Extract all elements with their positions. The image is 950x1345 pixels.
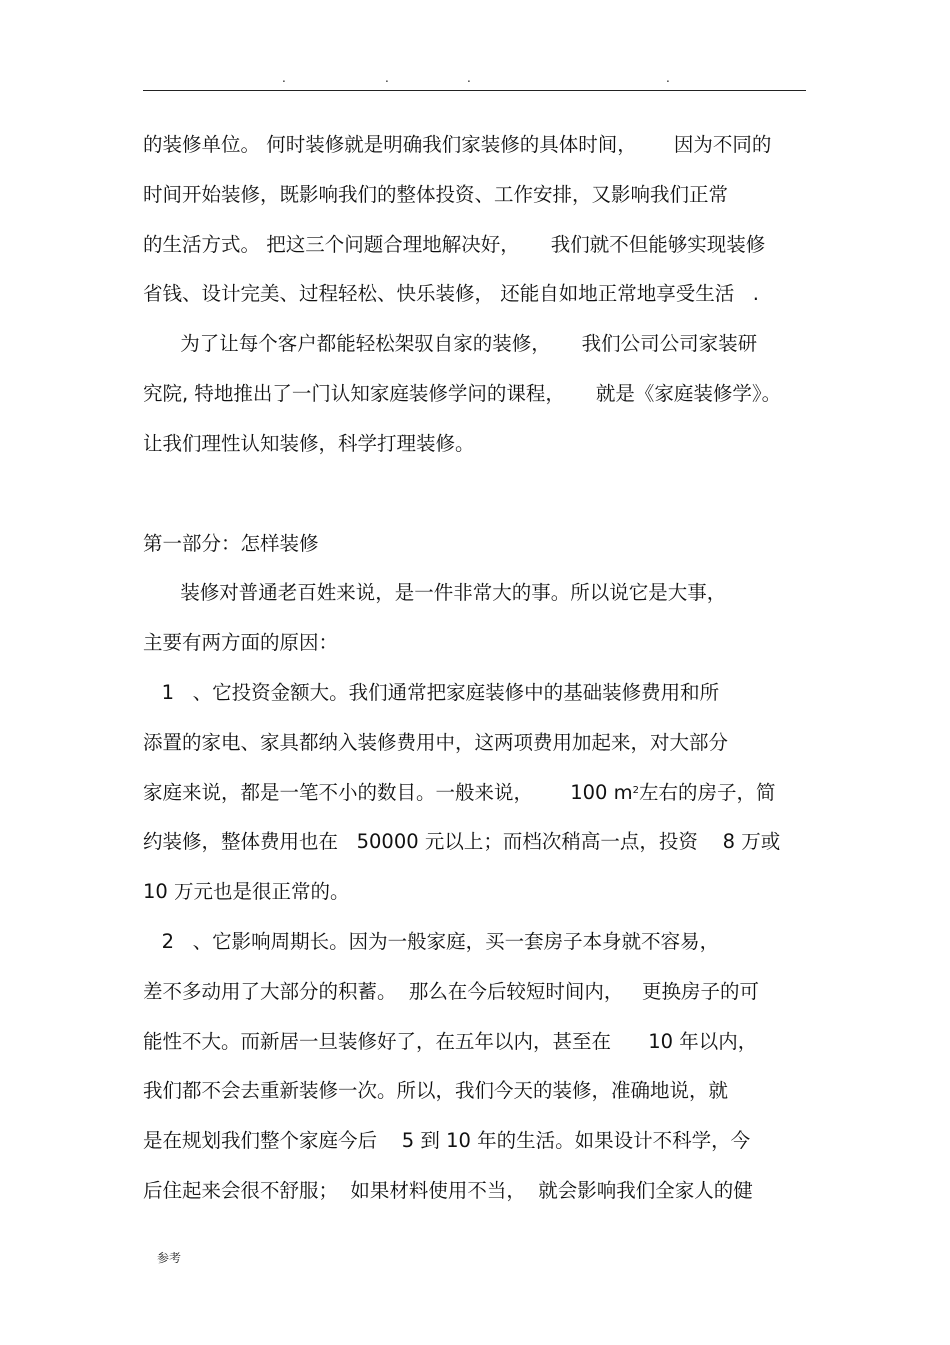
page-header-dots (143, 70, 806, 86)
text-line: 主要有两方面的原因： (143, 631, 339, 655)
text-line: 的生活方式。 把这三个问题合理地解决好， 我们就不但能够实现装修 (143, 232, 766, 256)
text-segment: 左右的房子，简 (639, 780, 776, 804)
text-line: 1 、它投资金额大。我们通常把家庭装修中的基础装修费用和所 (143, 680, 720, 704)
paragraph-1 (143, 120, 808, 319)
area-unit-superscript: 2 (632, 784, 639, 796)
text-line: 究院, 特地推出了一门认知家庭装修学问的课程， 就是《家庭装修学》。 (143, 381, 782, 405)
header-dot: . (385, 71, 389, 85)
text-line-with-area-unit (143, 768, 808, 818)
header-dot: . (666, 71, 670, 85)
header-rule (143, 90, 806, 91)
text-line: 后住起来会很不舒服； 如果材料使用不当， 就会影响我们全家人的健 (143, 1178, 753, 1202)
paragraph-3 (143, 568, 808, 668)
text-line: 约装修，整体费用也在 50000 元以上；而档次稍高一点，投资 8 万或 (143, 830, 781, 854)
text-line: 添置的家电、家具都纳入装修费用中，这两项费用加起来，对大部分 (143, 730, 729, 754)
text-line: 我们都不会去重新装修一次。所以，我们今天的装修，准确地说，就 (143, 1079, 729, 1103)
text-line: 省钱、设计完美、过程轻松、快乐装修， 还能自如地正常地享受生活 . (143, 282, 759, 306)
text-line: 的装修单位。 何时装修就是明确我们家装修的具体时间， 因为不同的 (143, 133, 772, 156)
paragraph-2 (143, 319, 808, 468)
paragraph-5 (143, 917, 808, 1216)
header-dot: . (282, 71, 286, 85)
text-line: 时间开始装修，既影响我们的整体投资、工作安排，又影响我们正常 (143, 182, 729, 206)
paragraph-gap (143, 469, 808, 519)
text-line: 10 万元也是很正常的。 (143, 880, 350, 904)
paragraph-4 (143, 668, 808, 917)
text-segment: 家庭来说，都是一笔不小的数目。一般来说， 100 (143, 780, 608, 804)
section-heading: 第一部分：怎样装修 (143, 531, 319, 555)
text-line: 差不多动用了大部分的积蓄。 那么在今后较短时间内， 更换房子的可 (143, 979, 759, 1003)
area-unit-base: m (613, 780, 633, 804)
text-line: 为了让每个客户都能轻松架驭自家的装修， 我们公司公司家装研 (143, 332, 758, 356)
text-line: 能性不大。而新居一旦装修好了，在五年以内，甚至在 10 年以内， (143, 1029, 758, 1053)
text-line: 让我们理性认知装修，科学打理装修。 (143, 431, 475, 455)
text-line: 2 、它影响周期长。因为一般家庭，买一套房子本身就不容易， (143, 929, 720, 953)
text-line: 是在规划我们整个家庭今后 5 到 10 年的生活。如果设计不科学，今 (143, 1129, 751, 1153)
footer-label: 参考 (157, 1251, 182, 1265)
text-line: 装修对普通老百姓来说，是一件非常大的事。所以说它是大事， (143, 581, 727, 605)
header-dot: . (467, 71, 471, 85)
document-body (143, 120, 808, 1216)
